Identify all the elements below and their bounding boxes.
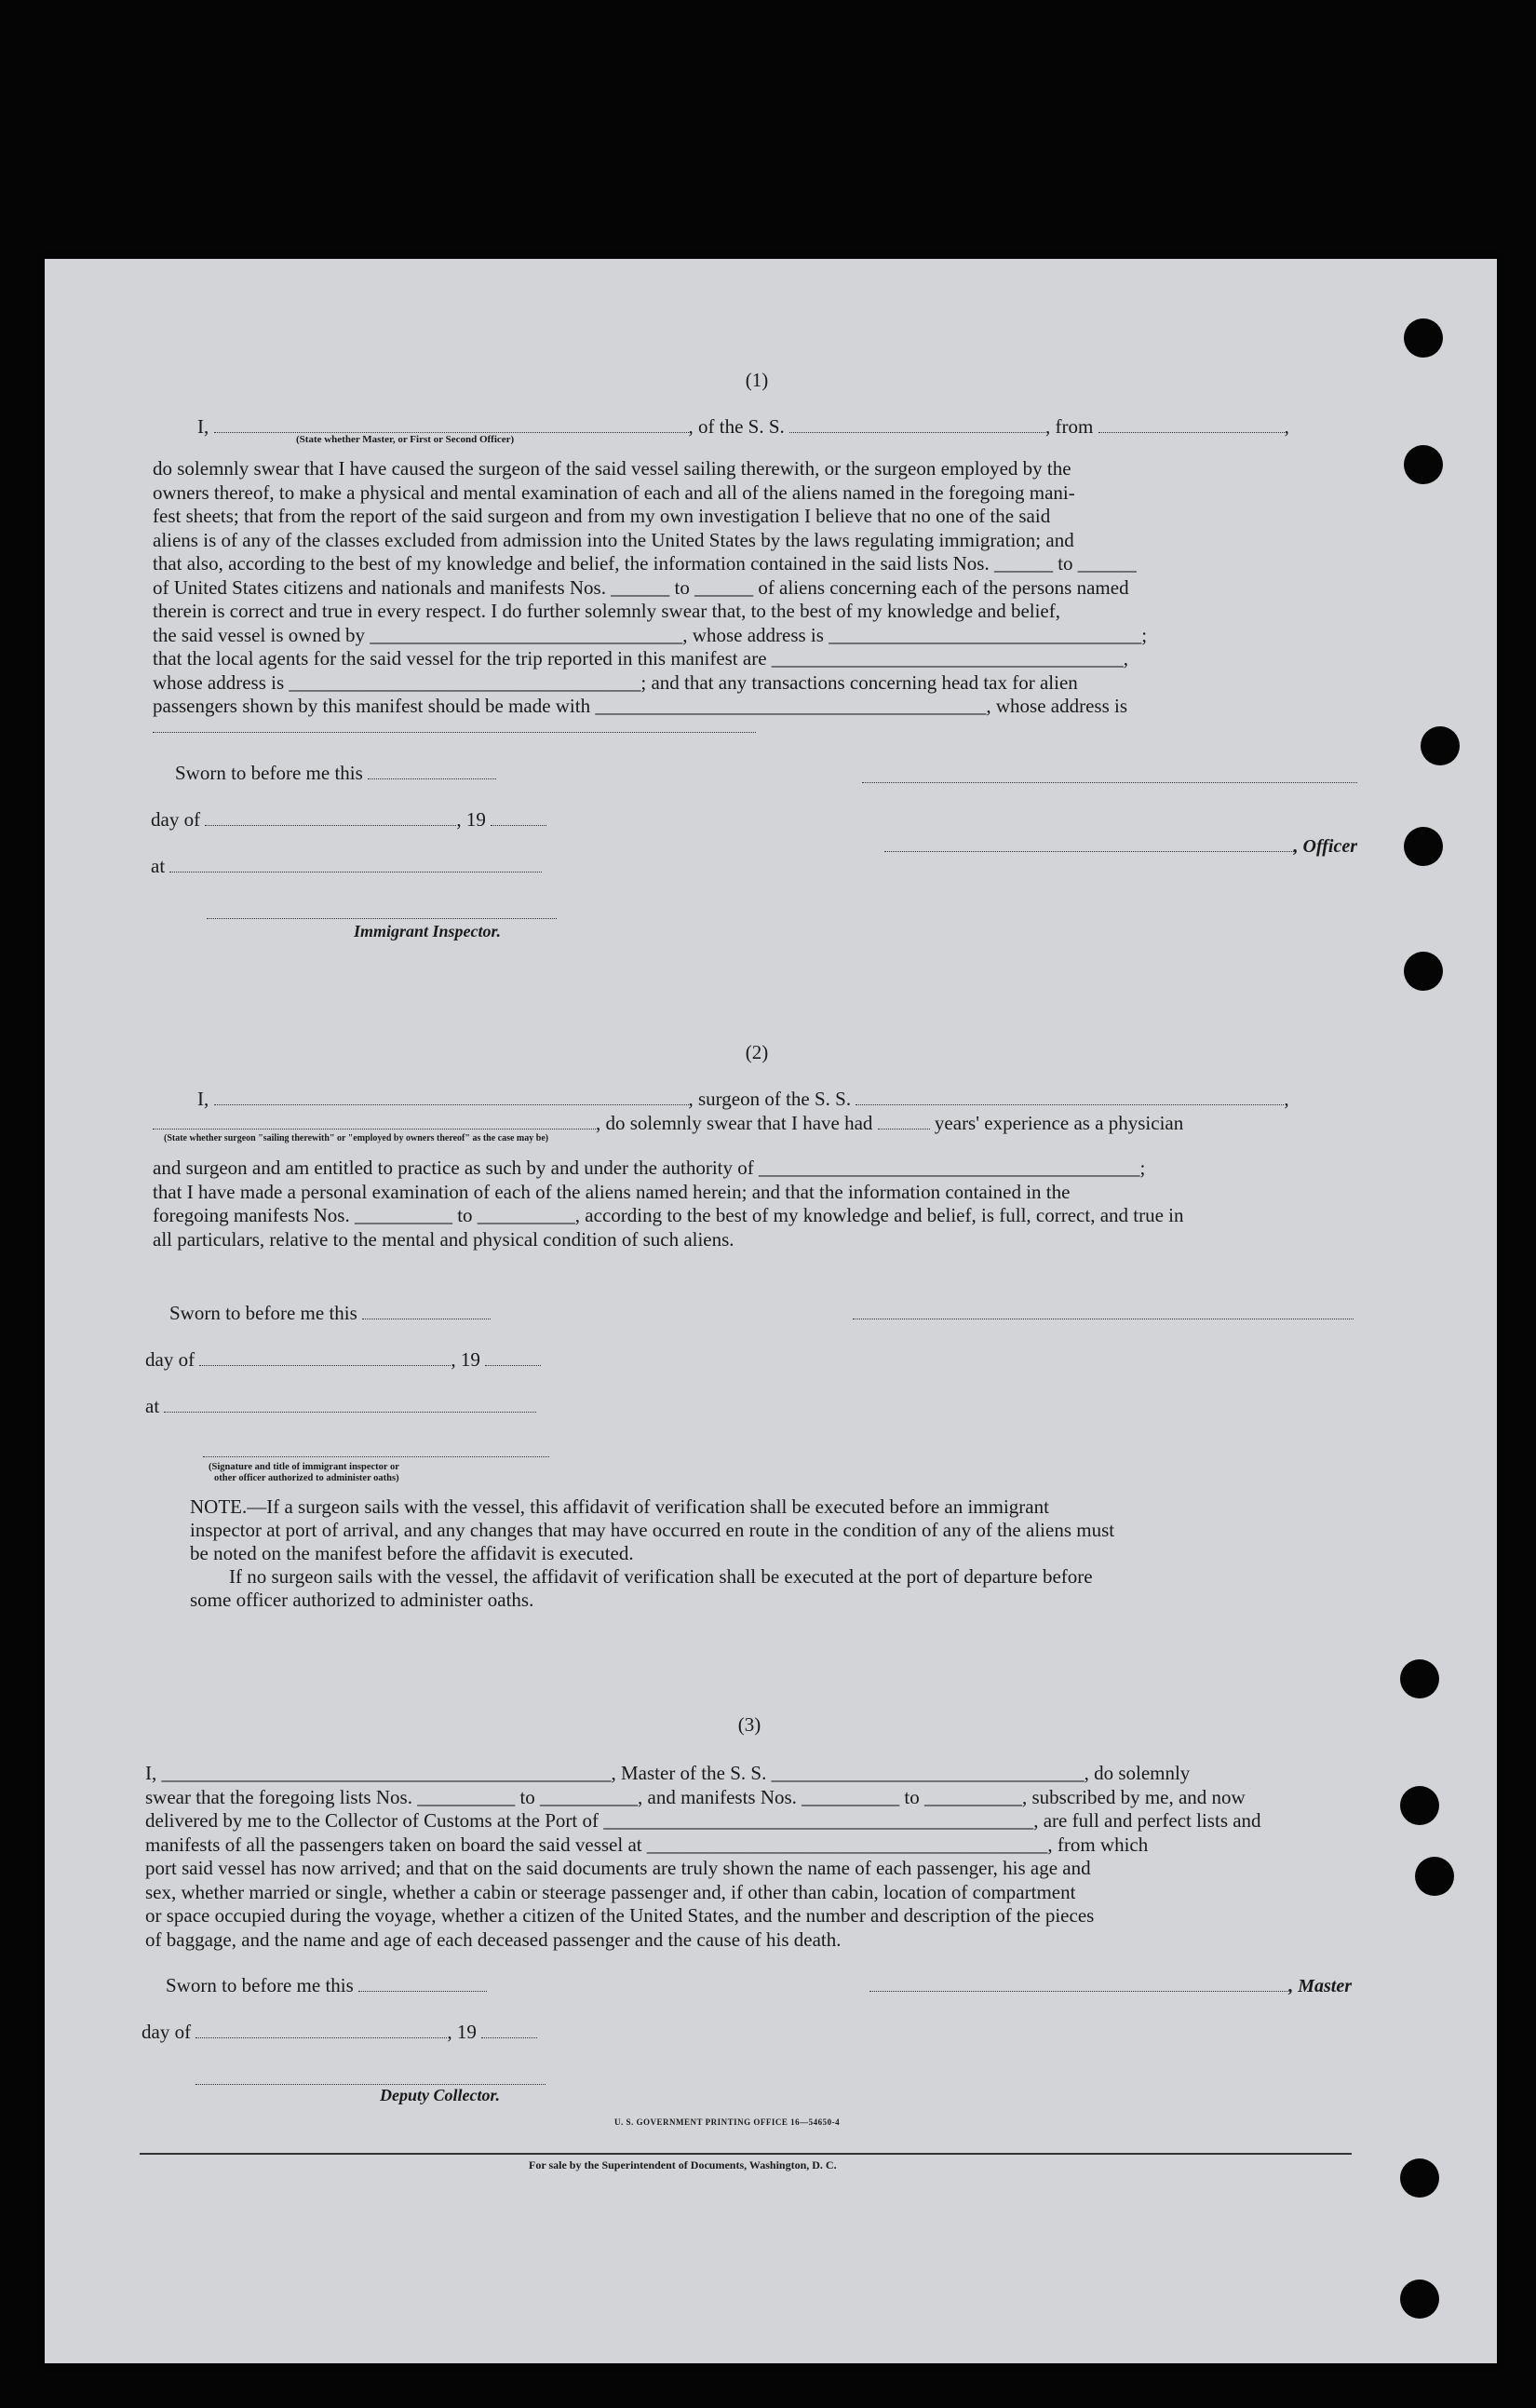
vessel-name-field[interactable] [856,1091,1284,1105]
year-field[interactable] [491,812,546,826]
officer-label: , Officer [1293,836,1357,857]
body-line: fest sheets; that from the report of the said surgeon and from my own investigation I believe that no one of the said [153,505,1051,527]
note-line: be noted on the manifest before the affidavit is executed. [190,1542,634,1564]
section-2-heading: (2) [745,1041,769,1063]
body-line: aliens is of any of the classes excluded from admission into the United States by the laws regulating immigration; and [153,528,1074,551]
punch-hole [1400,1786,1439,1825]
signature-hint [209,1462,399,1484]
note-line: NOTE.—If a surgeon sails with the vessel, this affidavit of verification shall be executed before an immigrant [190,1495,1049,1518]
body-line: all particulars, relative to the mental and physical condition of such aliens. [153,1227,734,1251]
day-of-row-1 [151,808,546,832]
at-row-2 [145,1395,536,1418]
master-row [849,1974,1352,1997]
sworn-label: Sworn to before me this [175,762,363,784]
body-line: manifests of all the passengers taken on board the said vessel at _________________________________________, from which [145,1833,1149,1856]
punch-hole [1421,726,1460,765]
body-line: that I have made a personal examination of each of the aliens named herein; and that the information contained in the [153,1180,1071,1203]
punch-hole [1404,318,1443,358]
section-1-heading: (1) [745,369,769,391]
note-line: inspector at port of arrival, and any changes that may have occurred en route in the condition of any of the aliens must [190,1519,1115,1541]
body-line: therein is correct and true in every respect. I do further solemnly swear that, to the best of my knowledge and belief, [153,600,1060,622]
sworn-day-field[interactable] [358,1978,487,1992]
at-label: at [145,1395,160,1417]
body-line: I, ______________________________________________, Master of the S. S. ________________________________, do solemnly [145,1762,1191,1784]
surgeon-hint: (State whether surgeon "sailing therewith" or "employed by owners thereof" as the case may be) [164,1133,549,1143]
punch-hole [1404,445,1443,484]
note-line: If no surgeon sails with the vessel, the affidavit of verification shall be executed at the port of departure before [229,1565,1093,1588]
note-line: some officer authorized to administer oaths. [190,1589,534,1611]
inspector-signature-line[interactable] [207,918,557,919]
body-line: and surgeon and am entitled to practice as such by and under the authority of _______________________________________; [153,1157,1146,1179]
vessel-name-field[interactable] [789,419,1045,433]
place-field[interactable] [164,1399,536,1413]
section-3-body [145,1762,1353,1952]
officer-name-field[interactable] [214,419,689,433]
body-line: of United States citizens and nationals and manifests Nos. ______ to ______ of aliens concerning each of the persons named [153,575,1129,599]
body-line: of baggage, and the name and age of each deceased passenger and the cause of his death. [145,1928,842,1951]
body-line: that also, according to the best of my knowledge and belief, the information contained in the said lists Nos. ______ to ______ [153,552,1137,575]
punch-hole [1404,952,1443,991]
section-1-header-line: I, , of the S. S. , from , [197,415,1289,438]
section-2-swear-line [153,1112,1360,1135]
section-3-heading: (3) [737,1713,761,1736]
collector-label: Deputy Collector. [380,2086,500,2104]
from-label: , from [1045,415,1094,438]
sworn-row-1 [175,762,496,785]
day-of-row-3 [141,2021,537,2044]
i-label: I, [197,1088,209,1110]
month-field[interactable] [205,812,456,826]
month-field[interactable] [199,1352,451,1366]
section-2-body [153,1157,1360,1251]
of-ss-label: , of the S. S. [688,415,785,438]
i-label: I, [197,415,209,438]
body-line: port said vessel has now arrived; and that on the said documents are truly shown the name of each passenger, his age and [145,1857,1091,1879]
sworn-label: Sworn to before me this [169,1302,357,1324]
sworn-day-field[interactable] [362,1305,491,1319]
from-port-field[interactable] [1098,419,1285,433]
at-row-1 [151,855,542,878]
section-2-header-line: I, , surgeon of the S. S. , [197,1088,1289,1110]
sale-note: For sale by the Superintendent of Documents, Washington, D. C. [529,2158,837,2171]
signature-hint-line: other officer authorized to administer oaths) [214,1473,399,1483]
day-of-label: day of [151,808,201,831]
year-field[interactable] [485,1352,541,1366]
punch-hole [1400,2279,1439,2319]
surgeon-type-field[interactable] [153,1116,596,1130]
punch-hole [1415,1857,1454,1896]
master-signature-field[interactable] [869,1978,1288,1992]
body-line: the said vessel is owned by ________________________________, whose address is ________________________________; [153,623,1148,646]
body-line: owners thereof, to make a physical and mental examination of each and all of the aliens named in the foregoing mani- [153,480,1075,504]
inspector-label: Immigrant Inspector. [354,922,502,940]
body-line: swear that the foregoing lists Nos. __________ to __________, and manifests Nos. __________ to __________, subscribed by me, and now [145,1785,1246,1808]
officer-hint: (State whether Master, or First or Second Officer) [296,434,515,445]
printer-imprint: U. S. GOVERNMENT PRINTING OFFICE 16—54650-4 [614,2117,841,2127]
day-of-row-2 [145,1348,541,1372]
year-field[interactable] [481,2024,537,2038]
year-label: , 19 [451,1348,480,1371]
officer-row [862,834,1357,858]
at-label: at [151,855,166,877]
body-line: delivered by me to the Collector of Customs at the Port of ____________________________________________, are full and perfect lists and [145,1809,1261,1832]
body-line: or space occupied during the voyage, whether a citizen of the United States, and the number and description of the pieces [145,1904,1095,1927]
section-1-body [153,457,1360,719]
footer-rule [140,2153,1352,2155]
sworn-day-field[interactable] [368,765,496,779]
punch-hole [1404,827,1443,866]
master-label: , Master [1288,1976,1352,1996]
body-line: sex, whether married or single, whether a cabin or steerage passenger and, if other than cabin, location of compartment [145,1880,1076,1903]
year-label: , 19 [447,2021,477,2043]
officer-signature-line[interactable] [862,782,1357,783]
body-line: whose address is ____________________________________; and that any transactions concerning head tax for alien [153,670,1078,694]
years-field[interactable] [878,1116,930,1130]
sworn-label: Sworn to before me this [166,1974,354,1996]
body-line: passengers shown by this manifest should be made with ________________________________________, whose address is [153,695,1127,717]
surgeon-of-label: , surgeon of the S. S. [688,1088,852,1110]
swear-label: , do solemnly swear that I have had [596,1112,873,1134]
officer-field[interactable] [884,838,1294,852]
place-field[interactable] [169,859,542,873]
sworn-row-3 [166,1974,487,1997]
day-of-label: day of [145,1348,195,1371]
day-of-label: day of [141,2021,192,2043]
inspector-signature-line[interactable] [203,1456,549,1457]
body-line: foregoing manifests Nos. __________ to __________, according to the best of my knowledge and belief, is full, correct, and true in [153,1204,1184,1226]
address-continuation-line [153,732,756,733]
punch-hole [1400,2158,1439,2198]
year-label: , 19 [456,808,486,831]
punch-hole [1400,1659,1439,1698]
surgeon-name-field[interactable] [214,1091,689,1105]
body-line: that the local agents for the said vessel for the trip reported in this manifest are ____________________________________, [153,647,1129,670]
collector-signature-line[interactable] [195,2084,546,2085]
month-field[interactable] [195,2024,447,2038]
body-line: do solemnly swear that I have caused the surgeon of the said vessel sailing therewith, or the surgeon employed by the [153,457,1071,480]
signature-hint-line: (Signature and title of immigrant inspector or [209,1462,399,1472]
years-label: years' experience as a physician [934,1112,1184,1134]
sworn-row-2 [169,1302,491,1325]
